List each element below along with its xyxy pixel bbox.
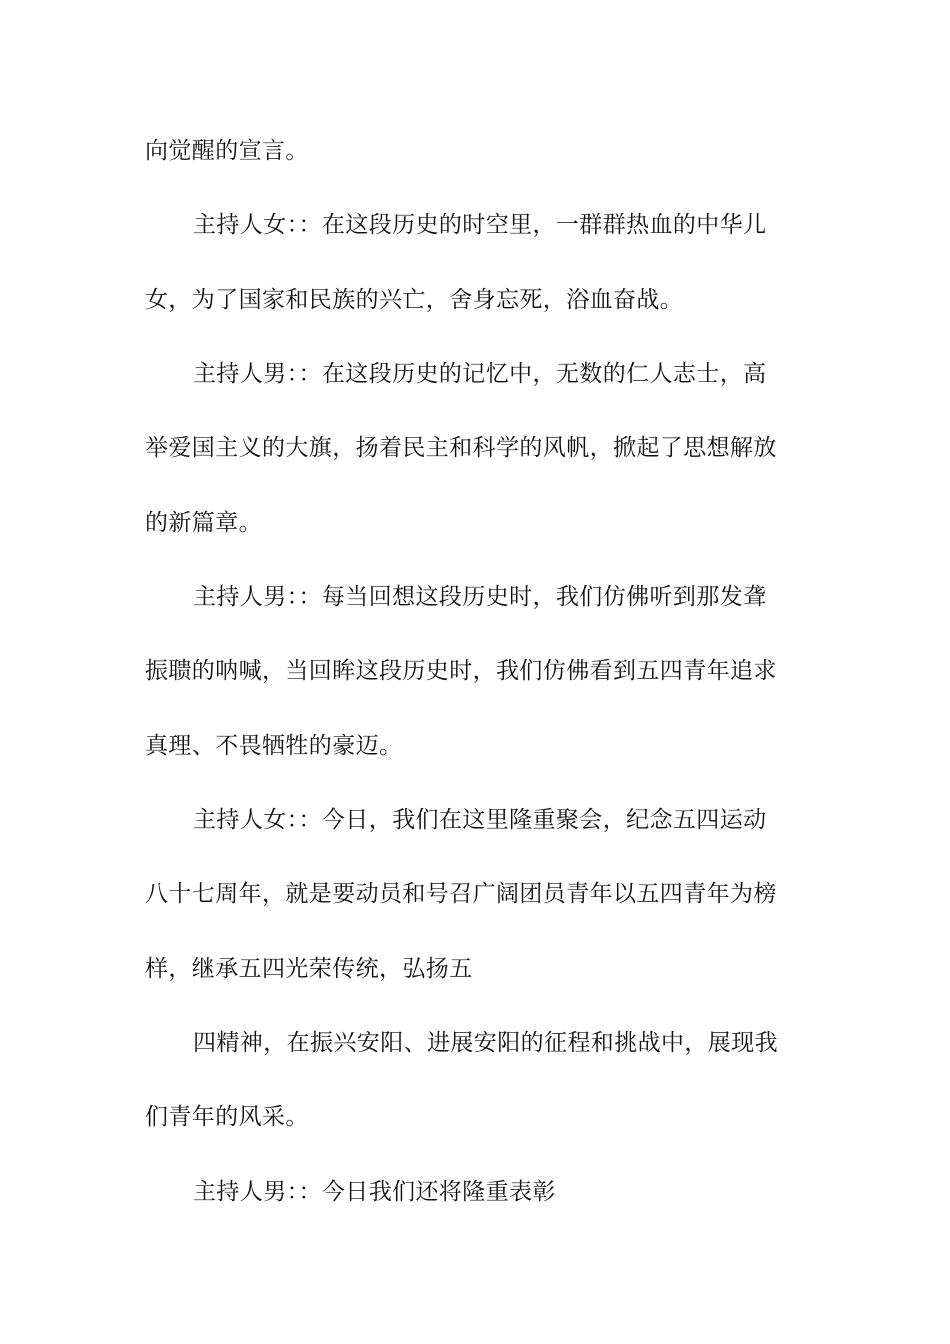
text-line: 振聩的呐喊，当回眸这段历史时，我们仿佛看到五四青年追求 [145,658,777,684]
text-line: 向觉醒的宣言。 [145,138,309,164]
text-line: 主持人女：：在这段历史的时空里，一群群热血的中华儿 [193,212,767,238]
text-line: 主持人男：：在这段历史的记忆中，无数的仁人志士，高 [193,361,767,387]
text-line: 主持人女：：今日，我们在这里隆重聚会，纪念五四运动 [193,807,767,833]
text-line: 们青年的风采。 [145,1104,309,1130]
text-line: 真理、不畏牺牲的豪迈。 [145,733,403,759]
text-line: 四精神，在振兴安阳、进展安阳的征程和挑战中，展现我 [193,1030,778,1056]
text-line: 女，为了国家和民族的兴亡，舍身忘死，浴血奋战。 [145,287,684,313]
text-line: 主持人男：：今日我们还将隆重表彰 [193,1179,556,1205]
text-line: 八十七周年，就是要动员和号召广阔团员青年以五四青年为榜 [145,881,777,907]
text-line: 的新篇章。 [145,510,262,536]
text-line: 样，继承五四光荣传统，弘扬五 [145,956,473,982]
text-line: 主持人男：：每当回想这段历史时，我们仿佛听到那发聋 [193,584,767,610]
text-line: 举爱国主义的大旗，扬着民主和科学的风帆，掀起了思想解放 [145,435,777,461]
